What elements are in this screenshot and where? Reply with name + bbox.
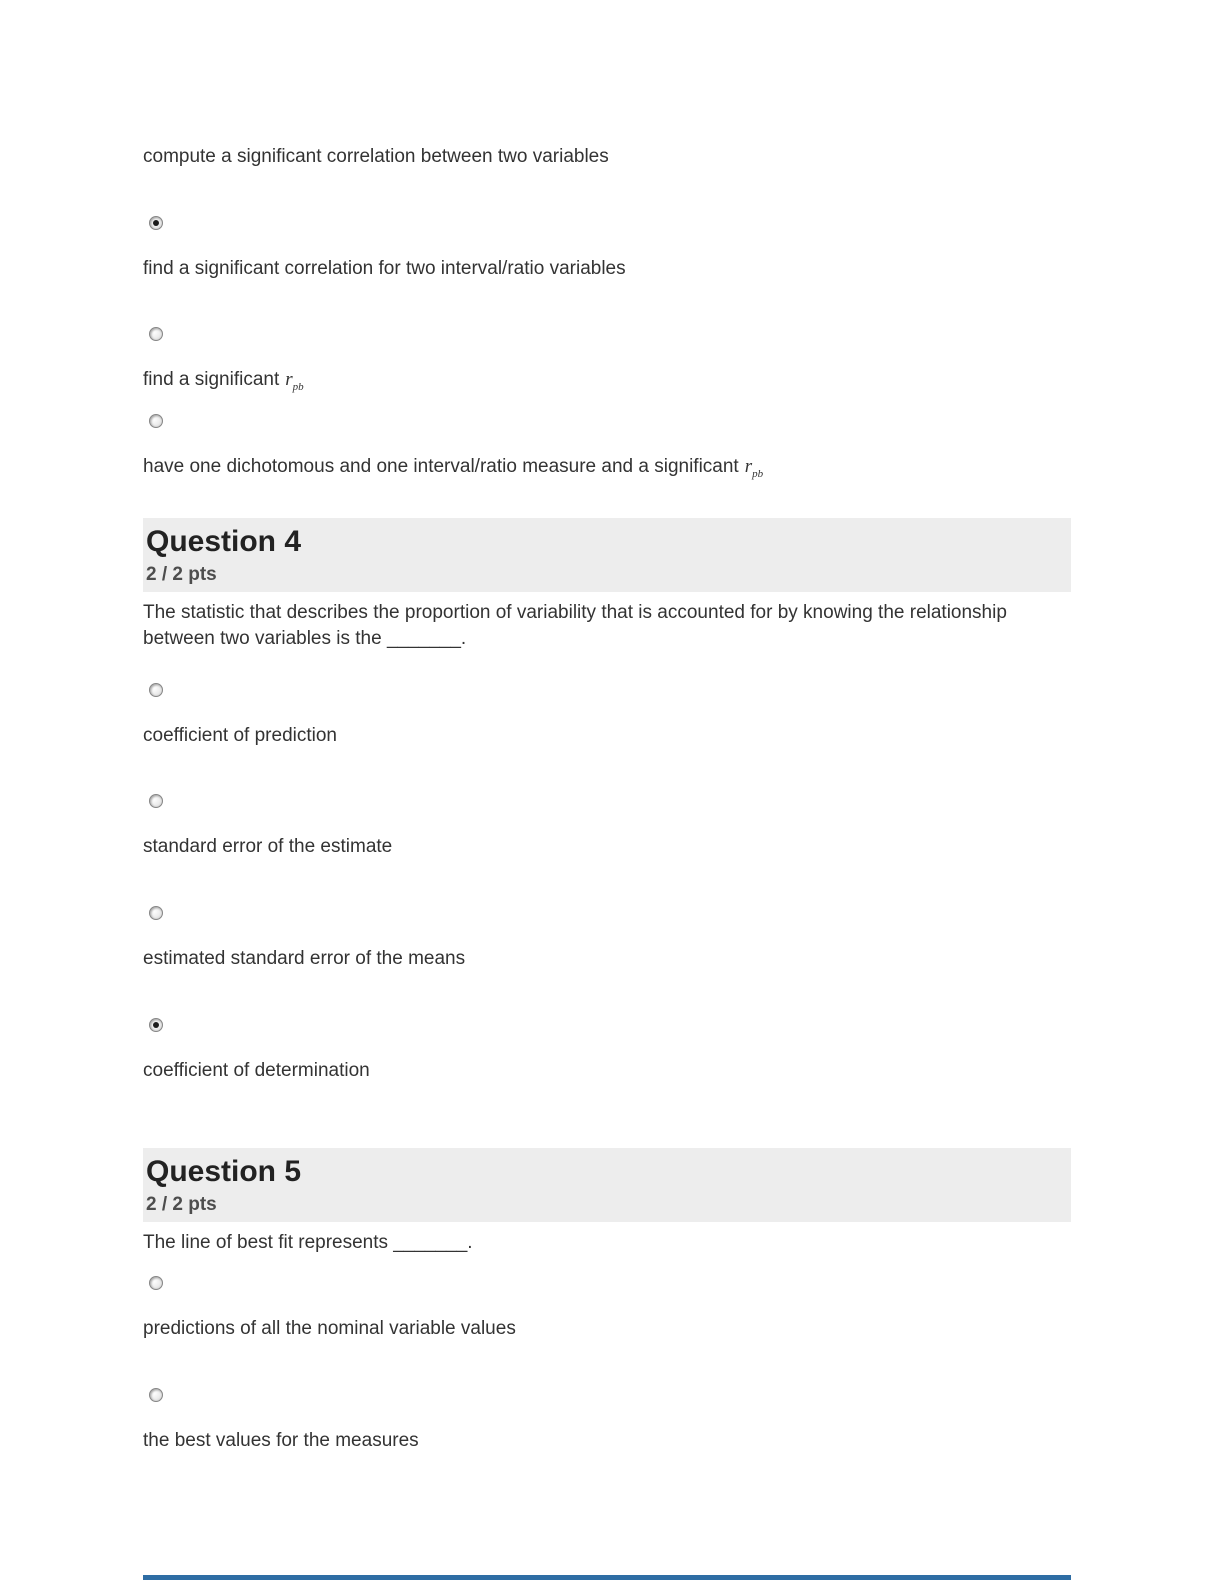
q5-option-1-radio[interactable] — [149, 1276, 163, 1290]
q5-option-2-radio[interactable] — [149, 1388, 163, 1402]
q4-option-4-radio[interactable] — [149, 1018, 163, 1032]
question-4-title: Question 4 — [146, 525, 302, 559]
q4-option-3-radio[interactable] — [149, 906, 163, 920]
q3-option-1-label[interactable]: find a significant correlation for two interval/ratio variables — [143, 257, 626, 279]
bottom-divider — [143, 1575, 1071, 1580]
q3-option-3-radio[interactable] — [149, 414, 163, 428]
q5-option-1 — [143, 1276, 1071, 1343]
q4-option-2 — [143, 794, 1071, 861]
question-4-points: 2 / 2 pts — [146, 563, 217, 585]
q4-option-1 — [143, 683, 1071, 750]
q3-option-1-radio[interactable] — [149, 216, 163, 230]
q4-option-1-label[interactable]: coefficient of prediction — [143, 724, 337, 746]
q3-option-2-label[interactable] — [143, 367, 1071, 394]
q5-option-2-label[interactable]: the best values for the measures — [143, 1429, 419, 1451]
q4-option-4-label[interactable]: coefficient of determination — [143, 1059, 370, 1081]
question-4-prompt: The statistic that describes the proportion of variability that is accounted for by knowing the relationship between two variables is the _______. — [143, 601, 1007, 650]
q5-option-2 — [143, 1388, 1071, 1455]
option-text: find a significant — [143, 369, 280, 391]
r-pb-symbol: $r_{pb}$ — [744, 455, 764, 480]
question-4-header — [143, 518, 1071, 591]
quiz-page — [143, 0, 1071, 1454]
q4-option-2-radio[interactable] — [149, 794, 163, 808]
q3-option-3-label[interactable] — [143, 454, 1071, 481]
r-pb-symbol: $r_{pb}$ — [285, 369, 304, 393]
q3-option-2-radio[interactable] — [149, 327, 163, 341]
q4-option-3-label[interactable]: estimated standard error of the means — [143, 948, 466, 970]
question-5-title: Question 5 — [146, 1155, 302, 1189]
q3-option-3 — [143, 414, 1071, 481]
q4-option-2-label[interactable]: standard error of the estimate — [143, 836, 393, 858]
question-5-header — [143, 1148, 1071, 1221]
q4-option-3 — [143, 906, 1071, 973]
question-5-prompt: The line of best fit represents _______. — [143, 1231, 473, 1253]
q4-option-1-radio[interactable] — [149, 683, 163, 697]
q3-option-1 — [143, 216, 1071, 283]
q4-option-4 — [143, 1018, 1071, 1085]
q5-option-1-label[interactable]: predictions of all the nominal variable values — [143, 1318, 516, 1340]
question-5-points: 2 / 2 pts — [146, 1193, 217, 1215]
q3-option-2 — [143, 327, 1071, 394]
answer-option-label: compute a significant correlation between two variables — [143, 146, 609, 167]
option-text: have one dichotomous and one interval/ratio measure and a significant — [143, 455, 739, 477]
